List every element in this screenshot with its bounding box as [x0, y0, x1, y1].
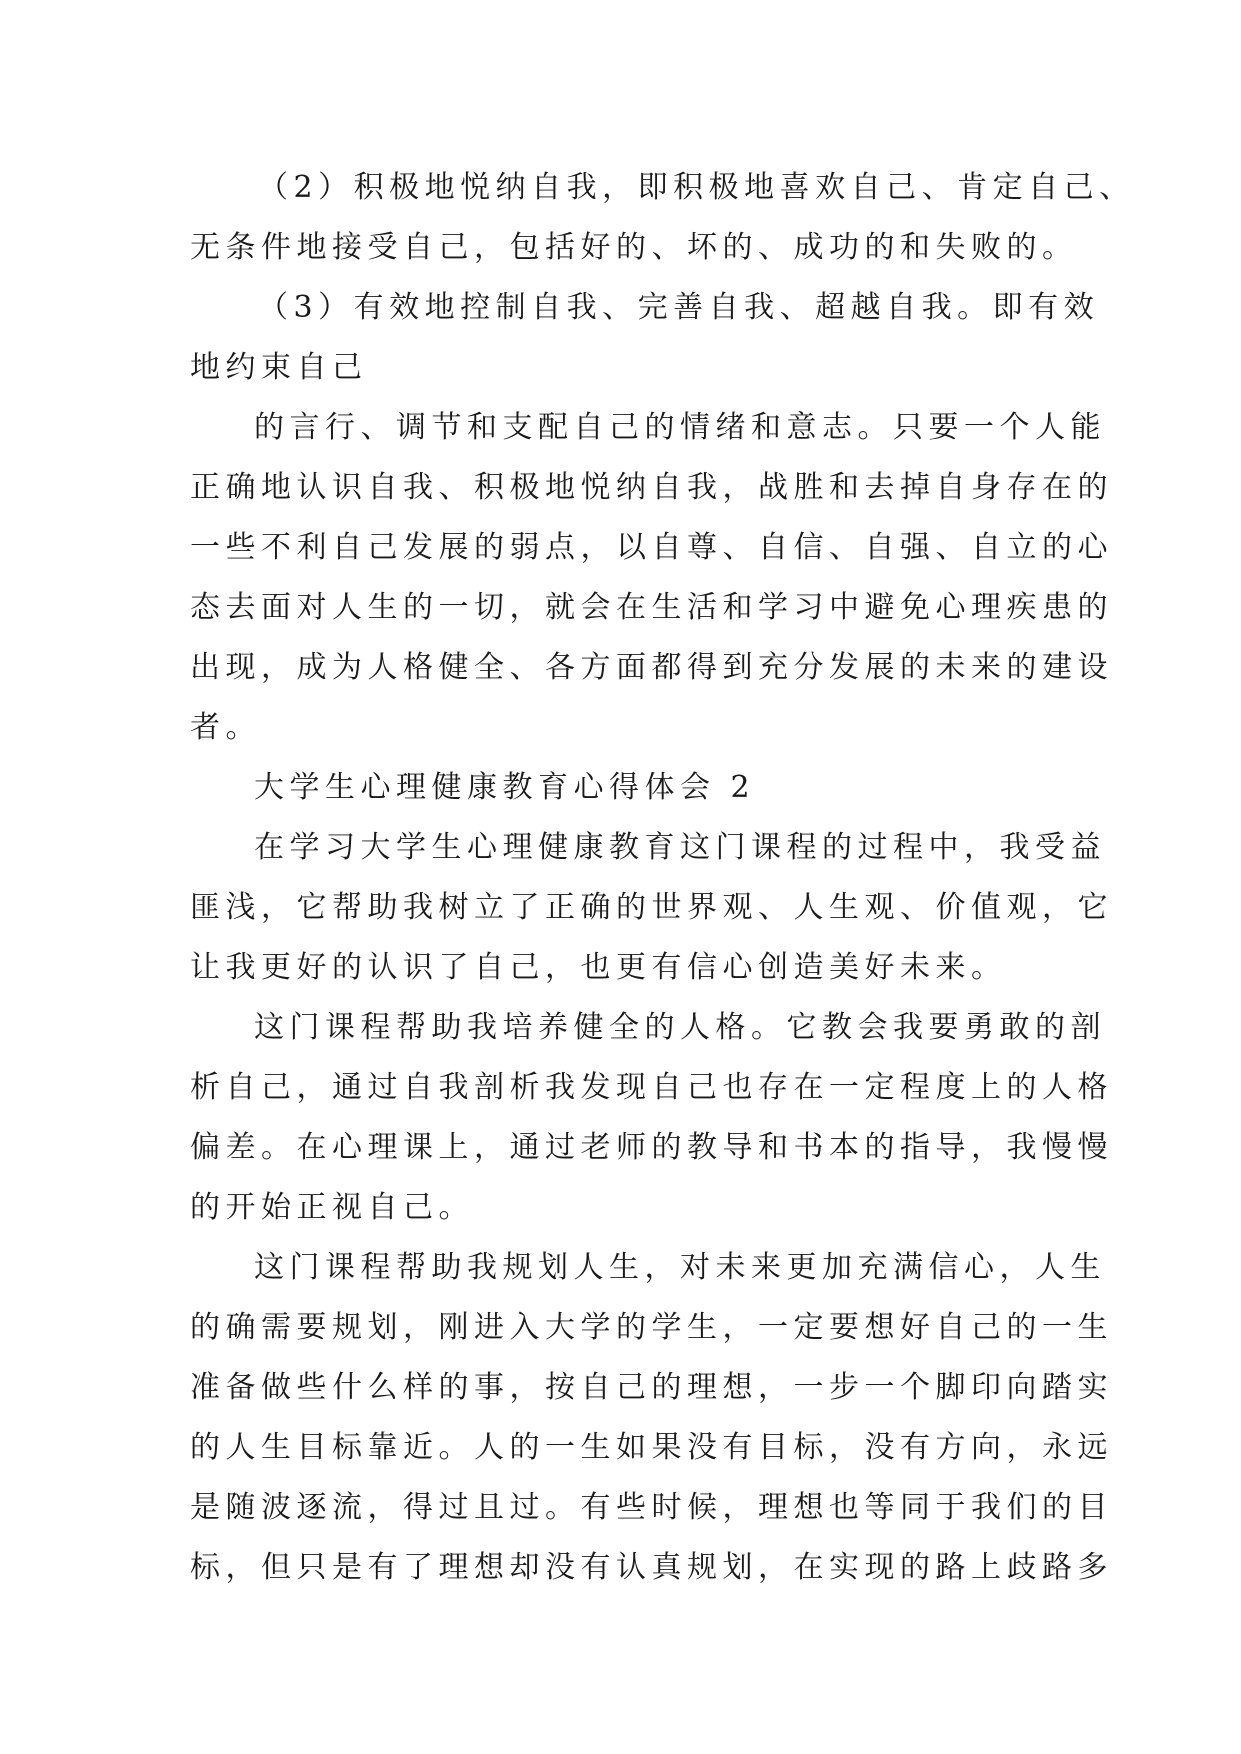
text-line: 在学习大学生心理健康教育这门课程的过程中，我受益	[254, 830, 1106, 865]
text-line: 无条件地接受自己，包括好的、坏的、成功的和失败的。	[190, 230, 1078, 265]
text-line: 的确需要规划，刚进入大学的学生，一定要想好自己的一生	[190, 1310, 1113, 1345]
text-line: 这门课程帮助我培养健全的人格。它教会我要勇敢的剖	[254, 1010, 1106, 1045]
text-line: 的人生目标靠近。人的一生如果没有目标，没有方向，永远	[190, 1430, 1113, 1465]
text-line: 者。	[190, 710, 261, 745]
text-line: 匪浅，它帮助我树立了正确的世界观、人生观、价值观，它	[190, 890, 1113, 925]
text-line: 析自己，通过自我剖析我发现自己也存在一定程度上的人格	[190, 1070, 1113, 1105]
text-line: 偏差。在心理课上，通过老师的教导和书本的指导，我慢慢	[190, 1130, 1113, 1165]
text-line: （2）积极地悦纳自我，即积极地喜欢自己、肯定自己、	[258, 170, 1135, 205]
text-line: 准备做些什么样的事，按自己的理想，一步一个脚印向踏实	[190, 1370, 1113, 1405]
text-line: 地约束自己	[190, 350, 368, 385]
text-line: 正确地认识自我、积极地悦纳自我，战胜和去掉自身存在的	[190, 470, 1113, 505]
text-line: （3）有效地控制自我、完善自我、超越自我。即有效	[258, 290, 1100, 325]
text-line: 这门课程帮助我规划人生，对未来更加充满信心，人生	[254, 1250, 1106, 1285]
text-line: 让我更好的认识了自己，也更有信心创造美好未来。	[190, 950, 1007, 985]
text-line: 一些不利自己发展的弱点，以自尊、自信、自强、自立的心	[190, 530, 1113, 565]
text-line: 标，但只是有了理想却没有认真规划，在实现的路上歧路多	[190, 1550, 1113, 1585]
text-line: 态去面对人生的一切，就会在生活和学习中避免心理疾患的	[190, 590, 1113, 625]
text-line: 的开始正视自己。	[190, 1190, 474, 1225]
text-line: 是随波逐流，得过且过。有些时候，理想也等同于我们的目	[190, 1490, 1113, 1525]
text-line: 的言行、调节和支配自己的情绪和意志。只要一个人能	[254, 410, 1106, 445]
text-line: 出现，成为人格健全、各方面都得到充分发展的未来的建设	[190, 650, 1113, 685]
section-heading: 大学生心理健康教育心得体会 2	[254, 770, 756, 805]
